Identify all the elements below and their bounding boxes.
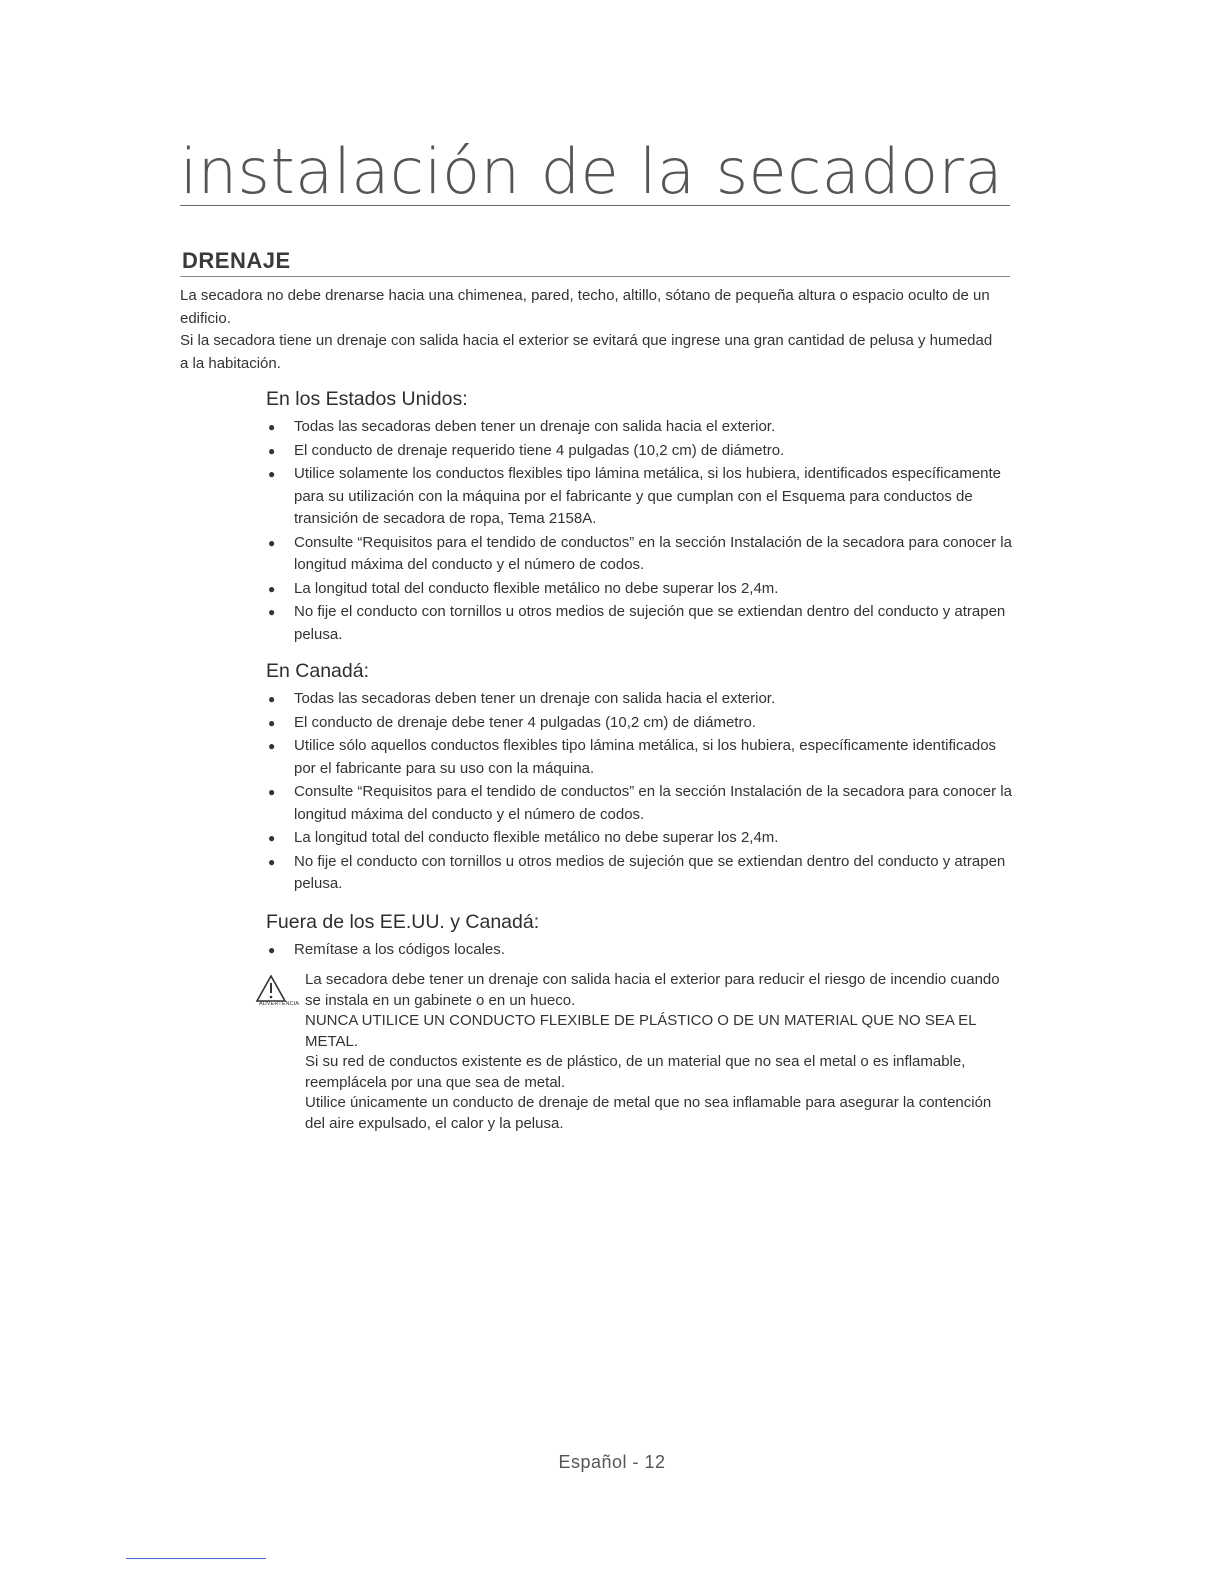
list-item-text: El conducto de drenaje requerido tiene 4 pulgadas (10,2 cm) de diámetro.: [294, 441, 785, 459]
region-heading-usa: En los Estados Unidos:: [266, 388, 468, 410]
bullet-icon: ●: [268, 605, 276, 619]
bullet-list-canada: [266, 688, 1016, 896]
bullet-icon: ●: [268, 420, 276, 434]
list-item-text: Remítase a los códigos locales.: [294, 941, 505, 958]
warning-line: La secadora debe tener un drenaje con salida hacia el exterior para reducir el riesgo de incendio cuando se instala en un gabinete o en un hueco.: [305, 971, 1000, 1009]
bottom-divider: [126, 1558, 266, 1559]
list-item: [266, 601, 1016, 646]
bullet-icon: ●: [268, 943, 276, 957]
list-item-text: Consulte “Requisitos para el tendido de conductos” en la sección Instalación de la secadora para conocer la longitud máxima del conducto y el número de codos.: [294, 783, 1012, 823]
list-item-text: No fije el conducto con tornillos u otros medios de sujeción que se extiendan dentro del conducto y atrapen pelusa.: [294, 603, 1006, 643]
bullet-icon: ●: [268, 692, 276, 706]
list-item: [266, 688, 1016, 711]
list-item: [266, 416, 1016, 439]
intro-text: [180, 285, 1000, 375]
region-outside: [266, 909, 1016, 963]
list-item-text: La longitud total del conducto flexible metálico no debe superar los 2,4m.: [294, 579, 779, 597]
list-item-text: El conducto de drenaje debe tener 4 pulgadas (10,2 cm) de diámetro.: [294, 713, 756, 731]
bullet-icon: ●: [268, 535, 276, 550]
list-item: [266, 781, 1016, 826]
list-item-text: Utilice sólo aquellos conductos flexibles tipo lámina metálica, si los hubiera, específicamente identificados por el fabricante para su uso con la máquina.: [294, 737, 997, 777]
page-title: instalación de la secadora: [180, 138, 1004, 206]
bullet-icon: ●: [268, 854, 276, 869]
list-item-text: La longitud total del conducto flexible metálico no debe superar los 2,4m.: [294, 829, 779, 846]
section-heading-drenaje: DRENAJE: [182, 248, 291, 273]
list-item: [266, 712, 1016, 735]
region-heading-outside: Fuera de los EE.UU. y Canadá:: [266, 911, 540, 933]
bullet-icon: ●: [268, 739, 276, 753]
bullet-icon: ●: [268, 831, 276, 845]
warning-triangle-icon: [254, 974, 304, 1014]
bullet-icon: ●: [268, 785, 276, 799]
warning-block: [254, 970, 1014, 1134]
page-footer: Español - 12: [558, 1452, 666, 1472]
bullet-icon: ●: [268, 715, 276, 730]
list-item: [266, 735, 1016, 780]
list-item: [266, 578, 1016, 601]
region-heading-canada: En Canadá:: [266, 660, 369, 682]
list-item: [266, 939, 1016, 962]
warning-line: NUNCA UTILICE UN CONDUCTO FLEXIBLE DE PLÁSTICO O DE UN MATERIAL QUE NO SEA EL METAL.: [305, 1012, 976, 1050]
list-item-text: Utilice solamente los conductos flexibles tipo lámina metálica, si los hubiera, identificados específicamente para su utilización con la máquina por el fabricante y que cumplan con el Esquema para conductos de transición de secadora de ropa, Tema 2158A.: [294, 465, 1002, 527]
warning-text: [305, 970, 1014, 1134]
list-item-text: Todas las secadoras deben tener un drenaje con salida hacia el exterior.: [294, 418, 776, 435]
region-canada: [266, 658, 1016, 897]
bullet-icon: ●: [268, 581, 276, 596]
list-item: [266, 851, 1016, 896]
warning-line: Si su red de conductos existente es de plástico, de un material que no sea el metal o es inflamable, reemplácela por una que sea de metal.: [305, 1053, 966, 1091]
list-item-text: No fije el conducto con tornillos u otros medios de sujeción que se extiendan dentro del conducto y atrapen pelusa.: [294, 852, 1006, 892]
title-divider: [180, 205, 1010, 206]
list-item: [266, 827, 1016, 850]
bullet-list-outside: [266, 939, 1016, 962]
list-item-text: Consulte “Requisitos para el tendido de conductos” en la sección Instalación de la secadora para conocer la longitud máxima del conducto y el número de codos.: [294, 533, 1012, 573]
list-item: [266, 440, 1016, 463]
bullet-icon: ●: [268, 467, 276, 481]
region-usa: [266, 386, 1016, 647]
list-item: [266, 532, 1016, 577]
list-item: [266, 463, 1016, 531]
warning-label: ADVERTENCIA: [258, 1001, 300, 1007]
intro-paragraph: La secadora no debe drenarse hacia una chimenea, pared, techo, altillo, sótano de pequeña altura o espacio oculto de un edificio.: [180, 287, 990, 327]
bullet-list-usa: [266, 416, 1016, 646]
section-divider: [180, 276, 1010, 277]
intro-paragraph: Si la secadora tiene un drenaje con salida hacia el exterior se evitará que ingrese una gran cantidad de pelusa y humedad a la habitación.: [180, 332, 993, 372]
warning-line: Utilice únicamente un conducto de drenaje de metal que no sea inflamable para asegurar la contención del aire expulsado, el calor y la pelusa.: [305, 1094, 992, 1132]
list-item-text: Todas las secadoras deben tener un drenaje con salida hacia el exterior.: [294, 690, 776, 707]
bullet-icon: ●: [268, 443, 276, 458]
